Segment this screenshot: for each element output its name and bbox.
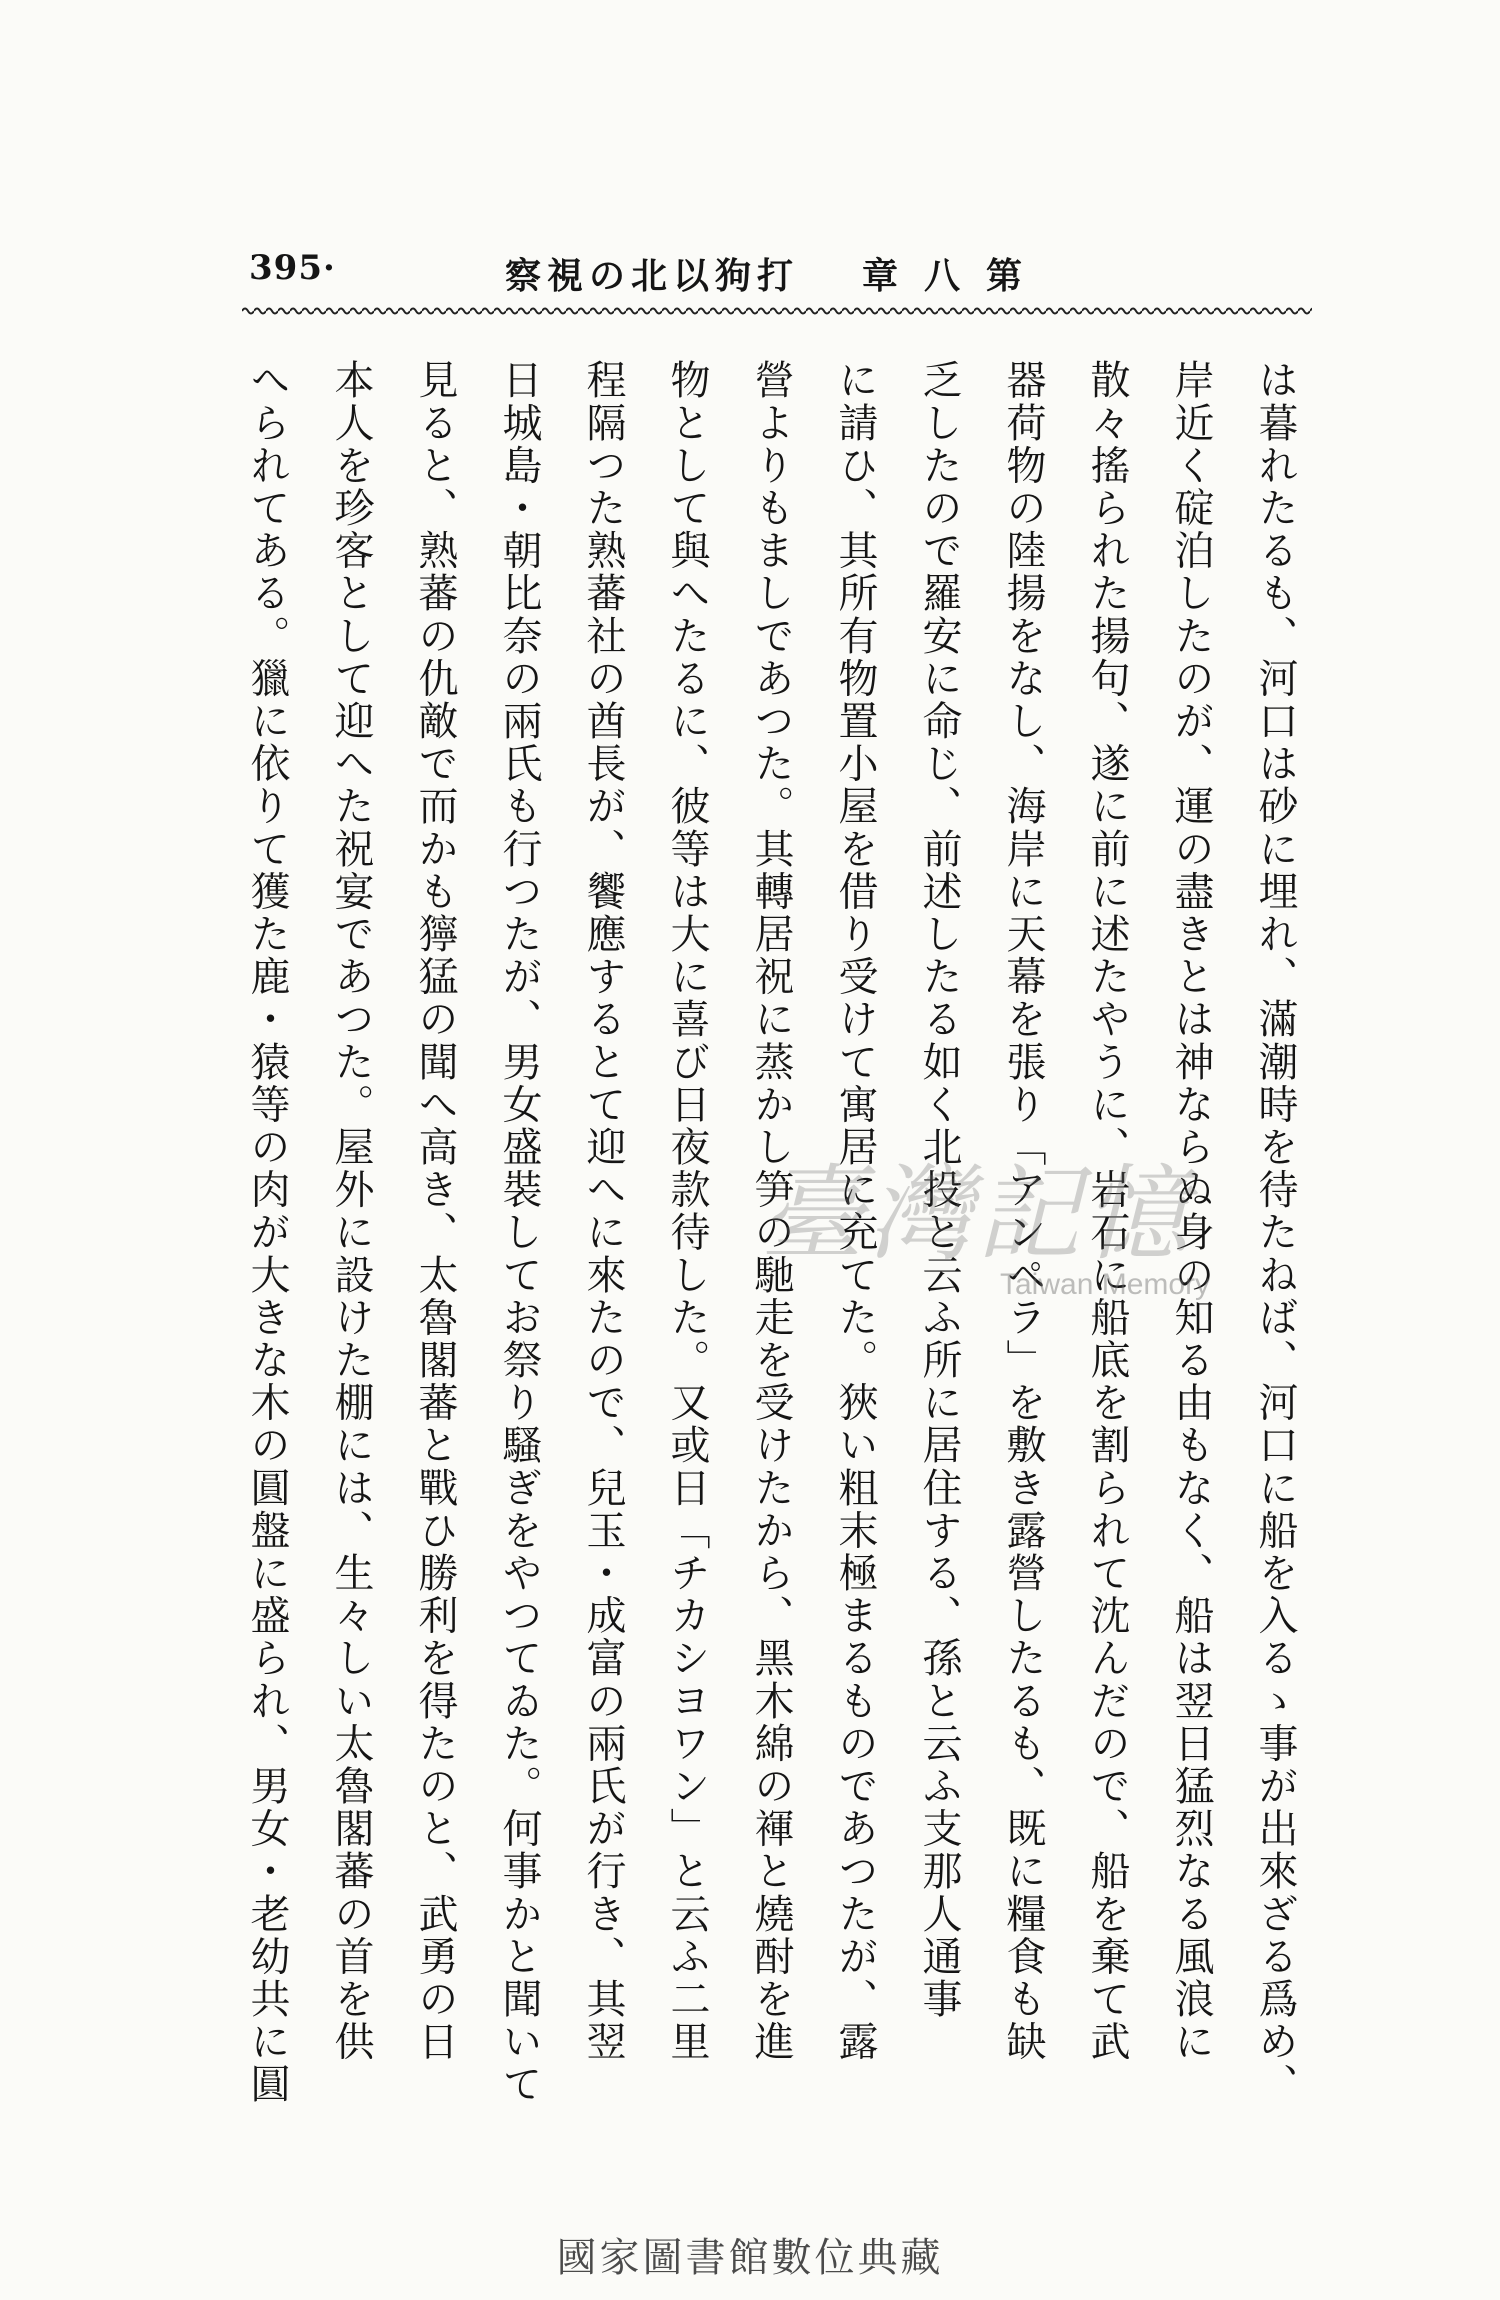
text-column: 本人を珍客として迎へた祝宴であつた。屋外に設けた棚には、生々しい太魯閣蕃の首を供 [328,359,374,2063]
text-column: 岸近く碇泊したのが、運の盡きとは神ならぬ身の知る由もなく、船は翌日猛烈なる風浪に [1168,359,1214,2063]
text-column: 日城島・朝比奈の兩氏も行つたが、男女盛裝してお祭り騷ぎをやつてゐた。何事かと聞いて [496,359,542,2106]
text-column: 物として與へたるに、彼等は大に喜び日夜款待した。又或日「チカシヨワン」と云ふ二里 [664,359,710,2063]
taiwan-memory-watermark-subtext: Taiwan Memory [1000,1268,1211,1301]
archive-footer: 國家圖書館數位典藏 [556,2235,944,2281]
wavy-header-rule [242,304,1312,318]
text-column: 器荷物の陸揚をなし、海岸に天幕を張り「アンペラ」を敷き露營したるも、既に糧食も缺 [1000,359,1046,2063]
text-column: は暮れたるも、河口は砂に埋れ、滿潮時を待たねば、河口に船を入るゝ事が出來ざる爲め、 [1252,359,1298,2106]
text-column: 營よりもましであつた。其轉居祝に蒸かし笋の馳走を受けたから、黑木綿の褌と燒酎を進 [748,359,794,2063]
text-column: 散々搖られた揚句、遂に前に述たやうに、岩石に船底を割られて沈んだので、船を棄て武 [1084,359,1130,2063]
running-head-chapter: 第八章 [862,255,1049,297]
text-column: 程隔つた熟蕃社の酋長が、饗應するとて迎へに來たので、兒玉・成富の兩氏が行き、其翌 [580,359,626,2063]
text-column: に請ひ、其所有物置小屋を借り受けて寓居に充てた。狹い粗末極まるものであつたが、露 [832,359,878,2063]
running-head-title: 打狗以北の視察 [505,255,800,297]
text-column: へられてある。獵に依りて獲た鹿・猿等の肉が大きな木の圓盤に盛られ、男女・老幼共に圓 [244,359,290,2106]
text-column: 乏したので羅安に命じ、前述したる如く北投と云ふ所に居住する、孫と云ふ支那人通事 [916,359,962,2021]
taiwan-memory-watermark-logo: 臺灣記憶 [760,1153,1193,1275]
page-number: 395· [249,248,336,288]
text-column: 見ると、熟蕃の仇敵で而かも獰猛の聞へ高き、太魯閣蕃と戰ひ勝利を得たのと、武勇の日 [412,359,458,2063]
